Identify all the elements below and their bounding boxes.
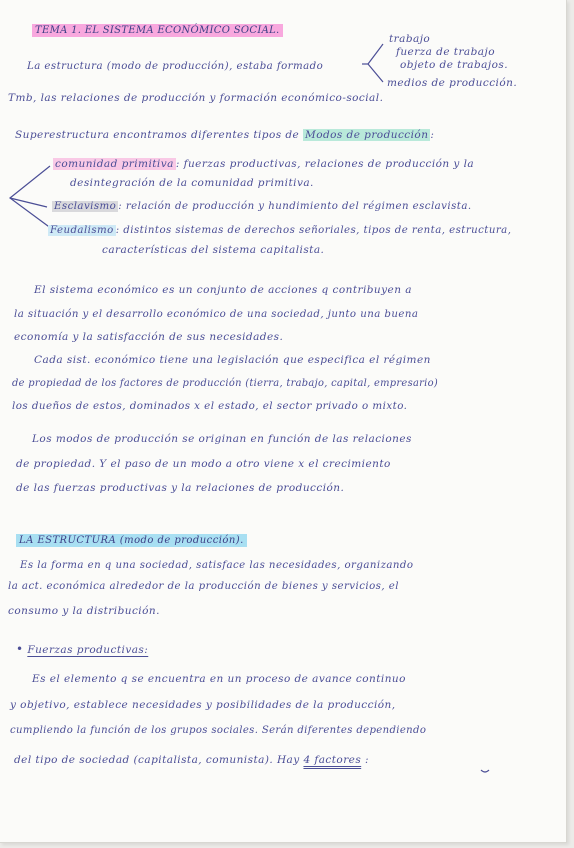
section2-line2: la act. económica alrededor de la producción de bienes y servicios, el xyxy=(8,581,399,592)
section2-line1: Es la forma en q una sociedad, satisface las necesidades, organizando xyxy=(20,560,414,571)
section2-heading xyxy=(16,536,247,546)
para2-line3: los dueños de estos, dominados x el estado, el sector privado o mixto. xyxy=(12,400,408,412)
fuerzas-line3: cumpliendo la función de los grupos sociales. Serán diferentes dependiendo xyxy=(10,725,427,736)
item-feudalismo-term: Feudalismo xyxy=(50,225,114,236)
bullet-icon: • xyxy=(16,642,24,656)
fuerzas-heading xyxy=(16,643,148,656)
superestructura-lead xyxy=(15,130,434,141)
para1-line1: El sistema económico es un conjunto de acciones q contribuyen a xyxy=(34,284,412,296)
title-highlight: TEMA 1. EL SISTEMA ECONÓMICO SOCIAL. xyxy=(32,24,283,37)
fuerzas-line4-end: : xyxy=(361,754,369,766)
para3-line2: de propiedad. Y el paso de un modo a otro viene x el crecimiento xyxy=(16,458,391,470)
fuerzas-line2: y objetivo, establece necesidades y posibilidades de la producción, xyxy=(10,699,396,711)
intro-right-0: trabajo xyxy=(389,33,431,45)
intro-right-1: fuerza de trabajo xyxy=(396,46,495,58)
item-comunidad-term: comunidad primitiva xyxy=(55,158,174,170)
item-esclavismo-text: : relación de producción y hundimiento del régimen esclavista. xyxy=(118,201,472,212)
intro-right-2: objeto de trabajos. xyxy=(400,59,508,71)
superestructura-lead-highlight: Modos de producción xyxy=(305,129,429,141)
item-feudalismo xyxy=(48,226,511,236)
para1-line2: la situación y el desarrollo económico de una sociedad, junto una buena xyxy=(14,309,419,320)
fuerzas-heading-text: Fuerzas productivas: xyxy=(27,644,149,656)
para1-line3: economía y la satisfacción de sus necesidades. xyxy=(14,331,284,343)
item-esclavismo-term: Esclavismo xyxy=(54,201,117,212)
factores-emphasis: 4 factores xyxy=(303,754,362,766)
para3-line3: de las fuerzas productivas y la relaciones de producción. xyxy=(16,482,345,494)
section2-line3: consumo y la distribución. xyxy=(8,605,160,617)
section2-heading-highlight: LA ESTRUCTURA (modo de producción). xyxy=(16,534,247,547)
item-comunidad-text: : fuerzas productivas, relaciones de producción y la xyxy=(175,158,475,170)
page-title xyxy=(32,26,283,36)
fuerzas-line1: Es el elemento q se encuentra en un proceso de avance continuo xyxy=(32,673,406,685)
fuerzas-line4 xyxy=(14,755,369,766)
intro-right-3: medios de producción. xyxy=(387,77,518,89)
intro-tmb: Tmb, las relaciones de producción y formación económico-social. xyxy=(8,92,384,104)
para3-line1: Los modos de producción se originan en función de las relaciones xyxy=(32,433,412,445)
para2-line1: Cada sist. económico tiene una legislación que especifica el régimen xyxy=(34,354,431,366)
intro-left: La estructura (modo de producción), estaba formado xyxy=(27,61,324,72)
para2-line2: de propiedad de los factores de producción (tierra, trabajo, capital, empresario) xyxy=(12,378,439,389)
fuerzas-line4-text: del tipo de sociedad (capitalista, comunista). Hay xyxy=(14,754,304,766)
item-esclavismo xyxy=(52,202,472,212)
item-feudalismo-cont: características del sistema capitalista. xyxy=(102,244,325,256)
item-comunidad xyxy=(53,159,474,170)
item-comunidad-cont: desintegración de la comunidad primitiva. xyxy=(70,177,314,189)
item-feudalismo-text: : distintos sistemas de derechos señoriales, tipos de renta, estructura, xyxy=(115,225,512,236)
superestructura-lead-text: Superestructura encontramos diferentes tipos de xyxy=(15,129,303,141)
superestructura-lead-end: : xyxy=(430,129,435,141)
